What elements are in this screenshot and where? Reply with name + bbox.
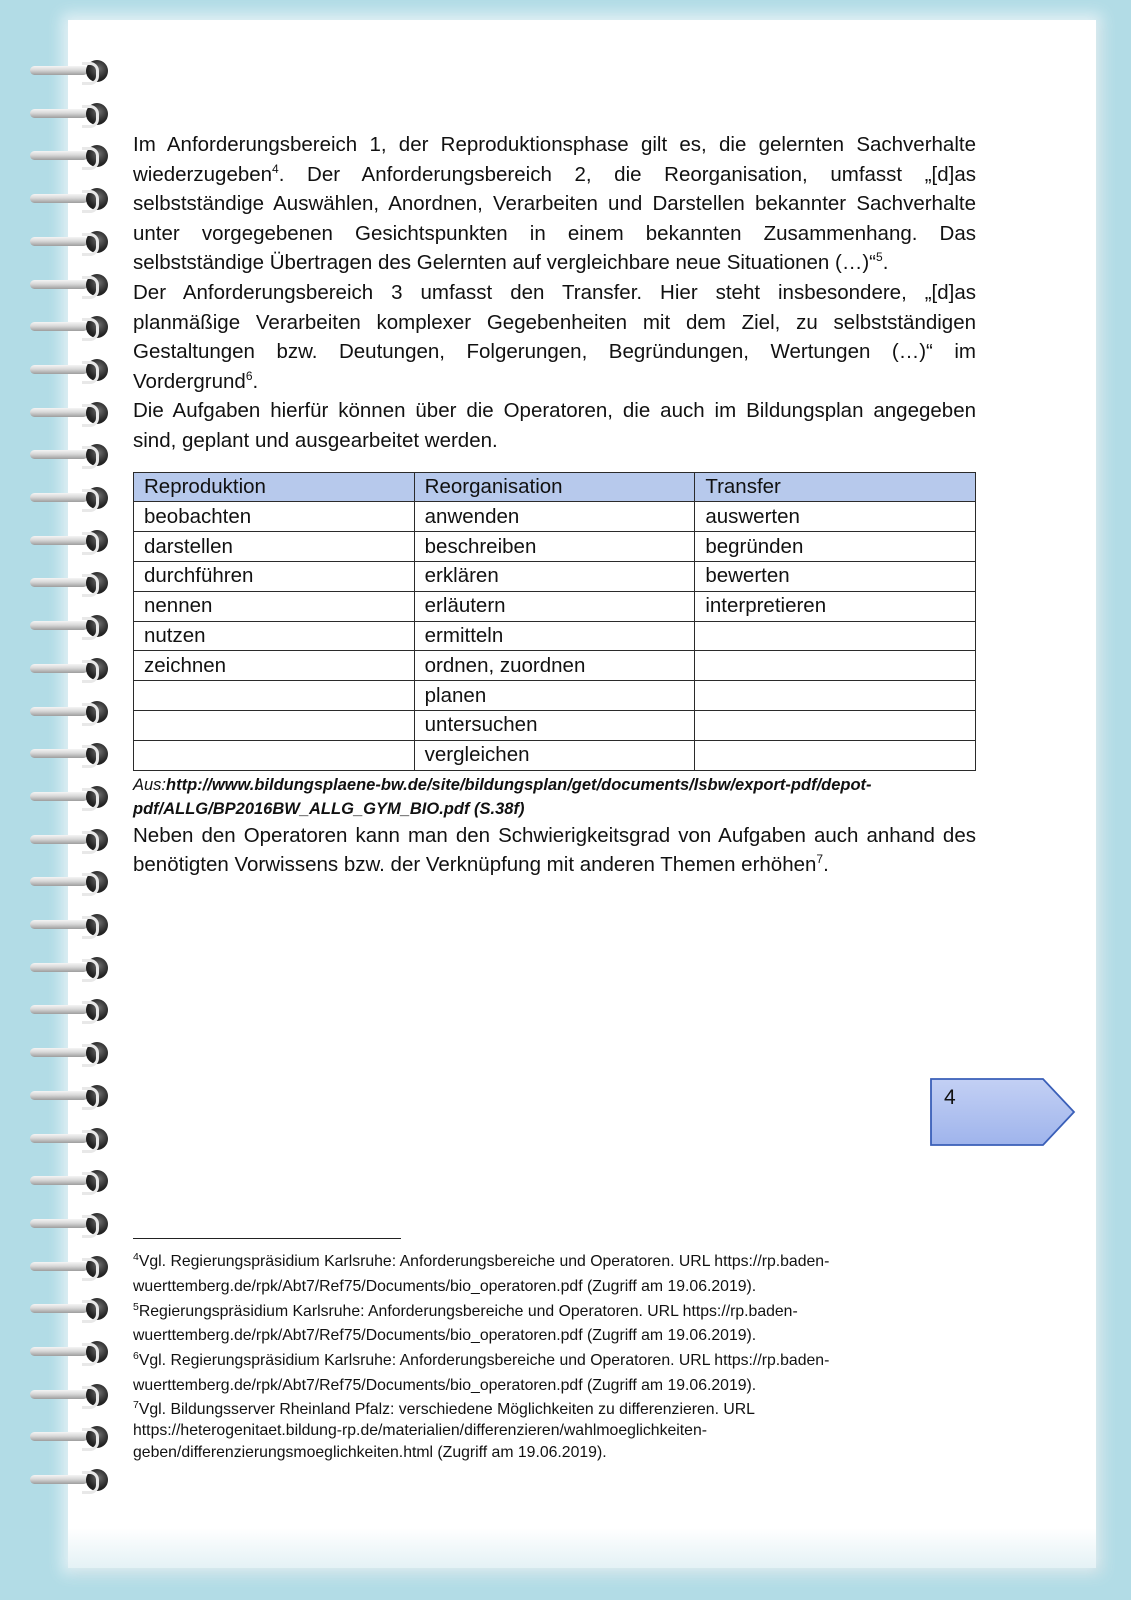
table-cell: interpretieren (695, 591, 976, 621)
table-cell (695, 710, 976, 740)
spiral-ring (30, 444, 114, 466)
spiral-ring (30, 957, 114, 979)
spiral-ring (30, 914, 114, 936)
table-row (134, 561, 976, 591)
spiral-binding (0, 0, 120, 1600)
source-lead: Aus: (133, 775, 167, 794)
spiral-ring (30, 743, 114, 765)
table-cell: anwenden (414, 502, 695, 532)
table-cell: vergleichen (414, 740, 695, 770)
footnote-7: $^7$Vgl. Bildungsserver Rheinland Pfalz: verschiedene Möglichkeiten zu differenzieren. URL https://heterogenitaet.bildung-rp.de/materialien/differenzieren/wahlmoeglichkeiten- geben/differenzierungsmoeglichkeiten.html (Zugriff am 19.06.2019). (133, 1398, 755, 1461)
column-header-reproduktion: Reproduktion (134, 472, 415, 502)
table-cell: auswerten (695, 502, 976, 532)
table-header-row (134, 472, 976, 502)
spiral-ring (30, 103, 114, 125)
paragraph-anforderungsbereich-3: Der Anforderungsbereich 3 umfasst den Transfer. Hier steht insbesondere, „[d]as planmäßige Verarbeiten komplexer Gegebenheiten mit dem Ziel, zu selbstständigen Gestaltungen bzw. Deutungen, Folgerungen, Begründungen, Wertungen (…)“ im Vordergrund$^6$. (133, 280, 976, 393)
spiral-ring (30, 1085, 114, 1107)
table-cell: zeichnen (134, 651, 415, 681)
footnote-ref-6[interactable]: 6 (245, 368, 253, 383)
table-row (134, 681, 976, 711)
source-link-cont[interactable]: pdf/ALLG/BP2016BW_ALLG_GYM_BIO.pdf (S.38f) (133, 799, 525, 818)
table-cell: beobachten (134, 502, 415, 532)
spiral-ring (30, 1128, 114, 1150)
table-cell: darstellen (134, 532, 415, 562)
paragraph-anforderungsbereich-1-2: Im Anforderungsbereich 1, der Reproduktionsphase gilt es, die gelernten Sachverhalte wiederzugeben$^4$. Der Anforderungsbereich 2, die Reorganisation, umfasst „[d]as selbstständige Auswählen, Anordnen, Verarbeiten und Darstellen bekannter Sachverhalte unter vorgegebenen Gesichtspunkten in einem bekannten Zusammenhang. Das selbstständige Übertragen des Gelernten auf vergleichbare neue Situationen (…)“$^5$. (133, 133, 976, 275)
footnote-5: $^5$Regierungspräsidium Karlsruhe: Anforderungsbereiche und Operatoren. URL https://rp.baden- wuerttemberg.de/rpk/Abt7/Ref75/Documents/bio_operatoren.pdf (Zugriff am 19.06.2019). (133, 1300, 798, 1345)
table-cell: begründen (695, 532, 976, 562)
spiral-ring (30, 1213, 114, 1235)
spiral-ring (30, 658, 114, 680)
spiral-ring (30, 1170, 114, 1192)
table-cell: planen (414, 681, 695, 711)
operatoren-table (133, 472, 976, 771)
spiral-ring (30, 316, 114, 338)
table-cell (695, 740, 976, 770)
table-row (134, 621, 976, 651)
spiral-ring (30, 1341, 114, 1363)
table-cell: nennen (134, 591, 415, 621)
footnote-ref-7[interactable]: 7 (816, 852, 824, 867)
table-cell (695, 681, 976, 711)
table-cell (134, 740, 415, 770)
spiral-ring (30, 1426, 114, 1448)
table-cell: ordnen, zuordnen (414, 651, 695, 681)
spiral-ring (30, 530, 114, 552)
page-number-tag (930, 1078, 1076, 1146)
table-source (133, 773, 976, 821)
footnote-6: $^6$Vgl. Regierungspräsidium Karlsruhe: Anforderungsbereiche und Operatoren. URL https://rp.baden- wuerttemberg.de/rpk/Abt7/Ref75/Documents/bio_operatoren.pdf (Zugriff am 19.06.2019). (133, 1350, 830, 1394)
page-number: 4 (944, 1086, 956, 1109)
spiral-ring (30, 402, 114, 424)
spiral-ring (30, 1298, 114, 1320)
table-cell (695, 651, 976, 681)
table-cell (134, 681, 415, 711)
footnote-ref-4[interactable]: 4 (272, 161, 279, 176)
table-row (134, 710, 976, 740)
source-link[interactable]: http://www.bildungsplaene-bw.de/site/bildungsplan/get/documents/lsbw/export-pdf/depot- (166, 775, 872, 794)
footnote-ref-5[interactable]: 5 (876, 250, 883, 265)
spiral-ring (30, 999, 114, 1021)
table-cell: bewerten (695, 561, 976, 591)
spiral-ring (30, 1256, 114, 1278)
spiral-ring (30, 359, 114, 381)
spiral-ring (30, 615, 114, 637)
table-cell: erklären (414, 561, 695, 591)
table-cell (695, 621, 976, 651)
footnote-4: $^4$Vgl. Regierungspräsidium Karlsruhe: Anforderungsbereiche und Operatoren. URL https://rp.baden- wuerttemberg.de/rpk/Abt7/Ref75/Documents/bio_operatoren.pdf (Zugriff am 19.06.2019). (133, 1251, 830, 1295)
spiral-ring (30, 145, 114, 167)
spiral-ring (30, 701, 114, 723)
table-row (134, 532, 976, 562)
spiral-ring (30, 572, 114, 594)
column-header-transfer: Transfer (695, 472, 976, 502)
spiral-ring (30, 188, 114, 210)
spiral-ring (30, 60, 114, 82)
paragraph-schwierigkeitsgrad: Neben den Operatoren kann man den Schwierigkeitsgrad von Aufgaben auch anhand des benötigten Vorwissens bzw. der Verknüpfung mit anderen Themen erhöhen$^7$. (133, 823, 976, 877)
spiral-ring (30, 1469, 114, 1491)
spiral-ring (30, 786, 114, 808)
table-cell: beschreiben (414, 532, 695, 562)
column-header-reorganisation: Reorganisation (414, 472, 695, 502)
table-row (134, 502, 976, 532)
paragraph-operatoren: Die Aufgaben hierfür können über die Operatoren, die auch im Bildungsplan angegeben sind, geplant und ausgearbeitet werden. (133, 399, 976, 452)
table-row (134, 740, 976, 770)
spiral-ring (30, 231, 114, 253)
table-cell: durchführen (134, 561, 415, 591)
table-cell: erläutern (414, 591, 695, 621)
table-cell (134, 710, 415, 740)
spiral-ring (30, 829, 114, 851)
spiral-ring (30, 487, 114, 509)
footnotes (133, 1250, 983, 1463)
table-cell: ermitteln (414, 621, 695, 651)
table-row (134, 591, 976, 621)
page-content (133, 130, 976, 880)
spiral-ring (30, 1384, 114, 1406)
table-cell: nutzen (134, 621, 415, 651)
table-cell: untersuchen (414, 710, 695, 740)
footnote-separator (133, 1238, 401, 1239)
spiral-ring (30, 1042, 114, 1064)
table-row (134, 651, 976, 681)
spiral-ring (30, 871, 114, 893)
spiral-ring (30, 274, 114, 296)
